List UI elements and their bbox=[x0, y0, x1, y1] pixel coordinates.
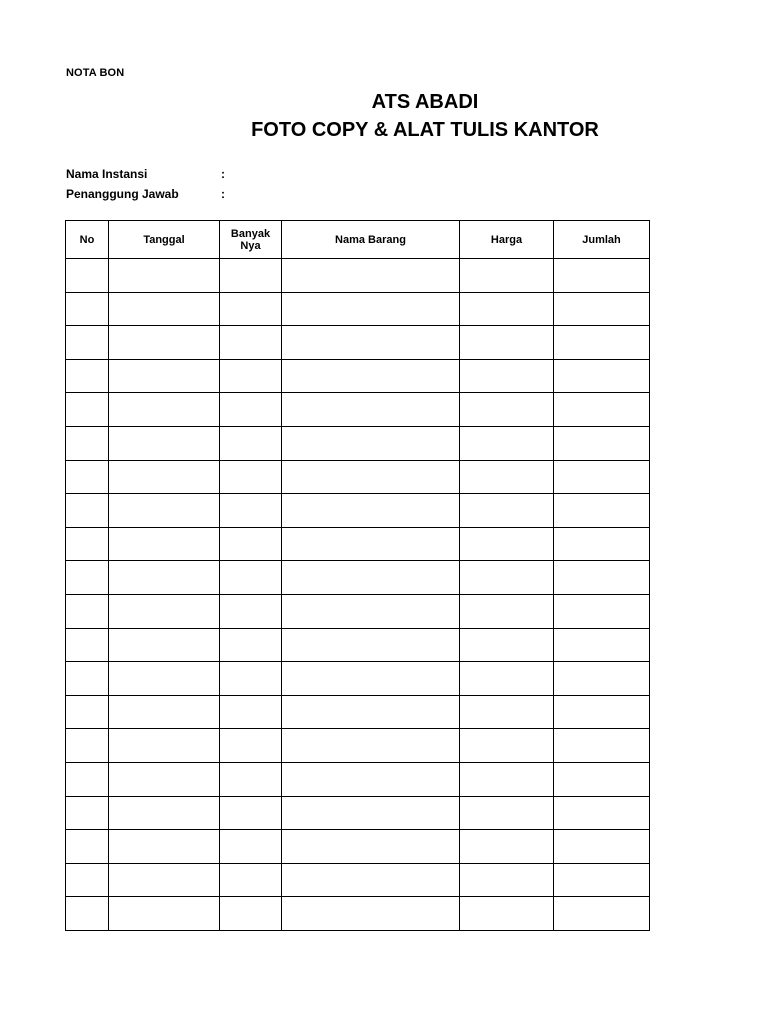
cell-tanggal[interactable] bbox=[109, 729, 220, 763]
cell-jumlah[interactable] bbox=[554, 561, 650, 595]
info-row-nama-instansi bbox=[66, 166, 366, 186]
header-banyak-line1: Banyak bbox=[230, 227, 271, 240]
cell-tanggal[interactable] bbox=[109, 594, 220, 628]
cell-no[interactable] bbox=[66, 594, 109, 628]
cell-banyak-nya[interactable] bbox=[220, 393, 282, 427]
cell-jumlah[interactable] bbox=[554, 494, 650, 528]
cell-banyak-nya[interactable] bbox=[220, 897, 282, 931]
cell-nama-barang[interactable] bbox=[282, 863, 460, 897]
header-banyak-nya bbox=[220, 221, 282, 259]
cell-nama-barang[interactable] bbox=[282, 426, 460, 460]
document-label: NOTA BON bbox=[66, 67, 125, 79]
header-nama-barang: Nama Barang bbox=[282, 221, 460, 259]
cell-nama-barang[interactable] bbox=[282, 393, 460, 427]
cell-tanggal[interactable] bbox=[109, 292, 220, 326]
info-row-penanggung-jawab bbox=[66, 186, 366, 206]
table-row bbox=[66, 494, 650, 528]
table-row bbox=[66, 292, 650, 326]
cell-banyak-nya[interactable] bbox=[220, 259, 282, 293]
header-jumlah: Jumlah bbox=[554, 221, 650, 259]
cell-jumlah[interactable] bbox=[554, 326, 650, 360]
table-row bbox=[66, 594, 650, 628]
header-no: No bbox=[66, 221, 109, 259]
cell-no[interactable] bbox=[66, 292, 109, 326]
cell-banyak-nya[interactable] bbox=[220, 830, 282, 864]
cell-no[interactable] bbox=[66, 628, 109, 662]
cell-tanggal[interactable] bbox=[109, 426, 220, 460]
cell-tanggal[interactable] bbox=[109, 628, 220, 662]
cell-jumlah[interactable] bbox=[554, 897, 650, 931]
cell-jumlah[interactable] bbox=[554, 393, 650, 427]
table-row bbox=[66, 863, 650, 897]
nama-instansi-label: Nama Instansi bbox=[66, 167, 148, 181]
cell-jumlah[interactable] bbox=[554, 426, 650, 460]
cell-jumlah[interactable] bbox=[554, 527, 650, 561]
cell-jumlah[interactable] bbox=[554, 729, 650, 763]
table-row bbox=[66, 796, 650, 830]
table-row bbox=[66, 662, 650, 696]
cell-nama-barang[interactable] bbox=[282, 326, 460, 360]
cell-harga[interactable] bbox=[460, 561, 554, 595]
cell-no[interactable] bbox=[66, 796, 109, 830]
cell-jumlah[interactable] bbox=[554, 762, 650, 796]
table-body bbox=[66, 259, 650, 931]
cell-harga[interactable] bbox=[460, 393, 554, 427]
cell-nama-barang[interactable] bbox=[282, 628, 460, 662]
table-row bbox=[66, 393, 650, 427]
cell-harga[interactable] bbox=[460, 527, 554, 561]
cell-jumlah[interactable] bbox=[554, 259, 650, 293]
cell-banyak-nya[interactable] bbox=[220, 863, 282, 897]
cell-no[interactable] bbox=[66, 460, 109, 494]
items-table bbox=[65, 220, 650, 931]
cell-banyak-nya[interactable] bbox=[220, 796, 282, 830]
table-row bbox=[66, 729, 650, 763]
penanggung-jawab-separator: : bbox=[221, 187, 225, 201]
cell-jumlah[interactable] bbox=[554, 359, 650, 393]
table-row bbox=[66, 326, 650, 360]
cell-banyak-nya[interactable] bbox=[220, 494, 282, 528]
cell-harga[interactable] bbox=[460, 326, 554, 360]
cell-no[interactable] bbox=[66, 426, 109, 460]
table-row bbox=[66, 426, 650, 460]
cell-nama-barang[interactable] bbox=[282, 292, 460, 326]
cell-nama-barang[interactable] bbox=[282, 561, 460, 595]
cell-banyak-nya[interactable] bbox=[220, 359, 282, 393]
cell-harga[interactable] bbox=[460, 594, 554, 628]
cell-harga[interactable] bbox=[460, 628, 554, 662]
cell-harga[interactable] bbox=[460, 762, 554, 796]
cell-tanggal[interactable] bbox=[109, 359, 220, 393]
cell-no[interactable] bbox=[66, 662, 109, 696]
cell-nama-barang[interactable] bbox=[282, 259, 460, 293]
cell-banyak-nya[interactable] bbox=[220, 695, 282, 729]
cell-nama-barang[interactable] bbox=[282, 460, 460, 494]
cell-no[interactable] bbox=[66, 326, 109, 360]
cell-banyak-nya[interactable] bbox=[220, 292, 282, 326]
cell-banyak-nya[interactable] bbox=[220, 561, 282, 595]
cell-harga[interactable] bbox=[460, 494, 554, 528]
cell-banyak-nya[interactable] bbox=[220, 594, 282, 628]
cell-jumlah[interactable] bbox=[554, 662, 650, 696]
cell-no[interactable] bbox=[66, 561, 109, 595]
cell-banyak-nya[interactable] bbox=[220, 426, 282, 460]
cell-banyak-nya[interactable] bbox=[220, 729, 282, 763]
cell-no[interactable] bbox=[66, 359, 109, 393]
store-name: ATS ABADI bbox=[371, 91, 479, 113]
cell-no[interactable] bbox=[66, 527, 109, 561]
cell-harga[interactable] bbox=[460, 863, 554, 897]
cell-tanggal[interactable] bbox=[109, 662, 220, 696]
cell-banyak-nya[interactable] bbox=[220, 527, 282, 561]
nama-instansi-separator: : bbox=[221, 167, 225, 181]
table-row bbox=[66, 762, 650, 796]
cell-nama-barang[interactable] bbox=[282, 594, 460, 628]
cell-harga[interactable] bbox=[460, 897, 554, 931]
header-tanggal: Tanggal bbox=[109, 221, 220, 259]
cell-banyak-nya[interactable] bbox=[220, 762, 282, 796]
info-section bbox=[66, 166, 366, 206]
cell-nama-barang[interactable] bbox=[282, 527, 460, 561]
cell-harga[interactable] bbox=[460, 426, 554, 460]
cell-tanggal[interactable] bbox=[109, 897, 220, 931]
cell-tanggal[interactable] bbox=[109, 561, 220, 595]
cell-no[interactable] bbox=[66, 259, 109, 293]
cell-nama-barang[interactable] bbox=[282, 897, 460, 931]
cell-jumlah[interactable] bbox=[554, 460, 650, 494]
cell-nama-barang[interactable] bbox=[282, 796, 460, 830]
cell-tanggal[interactable] bbox=[109, 259, 220, 293]
cell-nama-barang[interactable] bbox=[282, 762, 460, 796]
cell-no[interactable] bbox=[66, 897, 109, 931]
store-subtitle: FOTO COPY & ALAT TULIS KANTOR bbox=[251, 119, 599, 141]
cell-nama-barang[interactable] bbox=[282, 830, 460, 864]
cell-tanggal[interactable] bbox=[109, 326, 220, 360]
table-row bbox=[66, 628, 650, 662]
cell-no[interactable] bbox=[66, 695, 109, 729]
cell-no[interactable] bbox=[66, 863, 109, 897]
header-banyak-line2: Nya bbox=[240, 239, 261, 252]
cell-no[interactable] bbox=[66, 494, 109, 528]
cell-tanggal[interactable] bbox=[109, 863, 220, 897]
table-row bbox=[66, 259, 650, 293]
cell-tanggal[interactable] bbox=[109, 393, 220, 427]
cell-tanggal[interactable] bbox=[109, 695, 220, 729]
cell-tanggal[interactable] bbox=[109, 830, 220, 864]
table-row bbox=[66, 359, 650, 393]
cell-nama-barang[interactable] bbox=[282, 662, 460, 696]
table-row bbox=[66, 460, 650, 494]
cell-nama-barang[interactable] bbox=[282, 494, 460, 528]
cell-no[interactable] bbox=[66, 729, 109, 763]
cell-harga[interactable] bbox=[460, 292, 554, 326]
table-header-row bbox=[66, 221, 650, 259]
cell-harga[interactable] bbox=[460, 796, 554, 830]
cell-tanggal[interactable] bbox=[109, 494, 220, 528]
cell-harga[interactable] bbox=[460, 662, 554, 696]
cell-tanggal[interactable] bbox=[109, 527, 220, 561]
table-row bbox=[66, 527, 650, 561]
cell-jumlah[interactable] bbox=[554, 863, 650, 897]
cell-jumlah[interactable] bbox=[554, 695, 650, 729]
header-harga: Harga bbox=[460, 221, 554, 259]
title-block bbox=[0, 88, 768, 144]
cell-harga[interactable] bbox=[460, 460, 554, 494]
cell-no[interactable] bbox=[66, 830, 109, 864]
cell-harga[interactable] bbox=[460, 259, 554, 293]
cell-harga[interactable] bbox=[460, 695, 554, 729]
cell-harga[interactable] bbox=[460, 729, 554, 763]
cell-tanggal[interactable] bbox=[109, 460, 220, 494]
table-row bbox=[66, 897, 650, 931]
penanggung-jawab-label: Penanggung Jawab bbox=[66, 187, 179, 201]
table-row bbox=[66, 695, 650, 729]
cell-nama-barang[interactable] bbox=[282, 695, 460, 729]
cell-nama-barang[interactable] bbox=[282, 729, 460, 763]
cell-no[interactable] bbox=[66, 393, 109, 427]
cell-no[interactable] bbox=[66, 762, 109, 796]
cell-tanggal[interactable] bbox=[109, 796, 220, 830]
cell-nama-barang[interactable] bbox=[282, 359, 460, 393]
cell-jumlah[interactable] bbox=[554, 594, 650, 628]
table-row bbox=[66, 561, 650, 595]
cell-jumlah[interactable] bbox=[554, 830, 650, 864]
cell-tanggal[interactable] bbox=[109, 762, 220, 796]
cell-jumlah[interactable] bbox=[554, 628, 650, 662]
cell-banyak-nya[interactable] bbox=[220, 326, 282, 360]
table-row bbox=[66, 830, 650, 864]
cell-banyak-nya[interactable] bbox=[220, 662, 282, 696]
cell-jumlah[interactable] bbox=[554, 796, 650, 830]
cell-jumlah[interactable] bbox=[554, 292, 650, 326]
cell-harga[interactable] bbox=[460, 830, 554, 864]
cell-harga[interactable] bbox=[460, 359, 554, 393]
cell-banyak-nya[interactable] bbox=[220, 628, 282, 662]
cell-banyak-nya[interactable] bbox=[220, 460, 282, 494]
